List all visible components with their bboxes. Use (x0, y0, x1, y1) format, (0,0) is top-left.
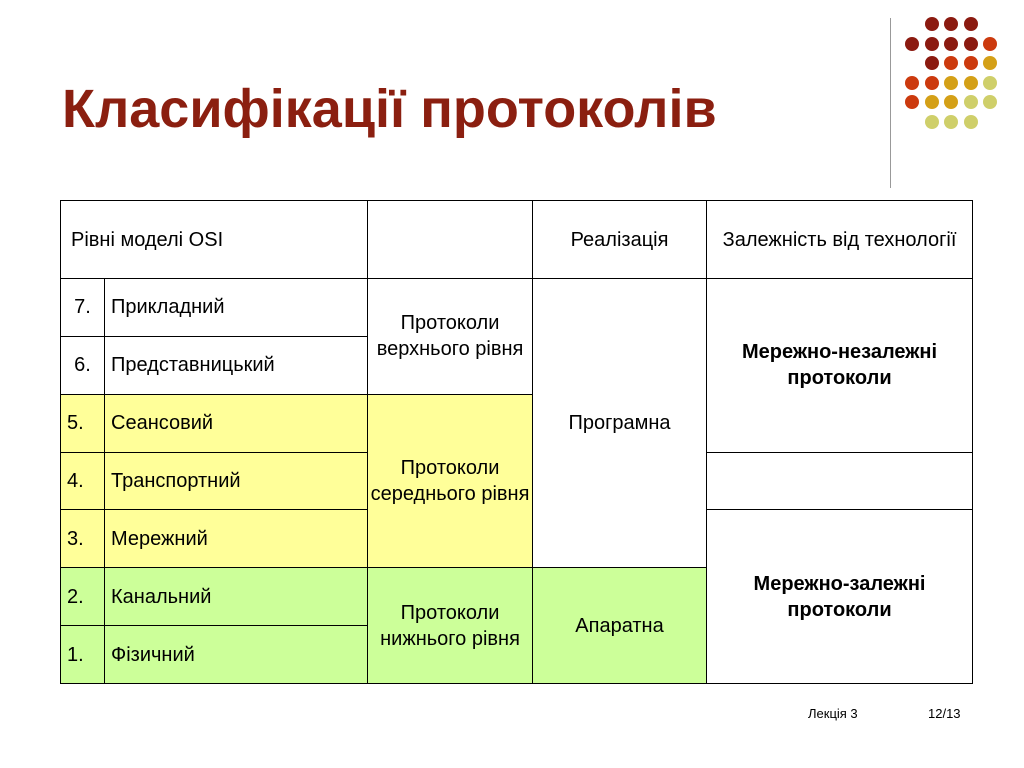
decorative-dot (944, 115, 958, 129)
decorative-dot (944, 95, 958, 109)
level-number: 4. (61, 452, 105, 510)
decorative-dot (964, 17, 978, 31)
decorative-dot (964, 37, 978, 51)
decorative-dot (944, 37, 958, 51)
decorative-dot (905, 76, 919, 90)
header-dependence: Залежність від технології (707, 201, 973, 279)
decorative-dot (983, 95, 997, 109)
group-upper: Протоколи верхнього рівня (368, 279, 533, 395)
osi-classification-table (60, 200, 973, 684)
slide-title: Класифікації протоколів (62, 79, 717, 139)
decorative-dot (925, 76, 939, 90)
realization-hardware: Апаратна (533, 568, 707, 684)
table-header-row (61, 201, 973, 279)
decorative-dot (944, 56, 958, 70)
decorative-dot (983, 76, 997, 90)
decorative-dot (944, 17, 958, 31)
decorative-dot (944, 76, 958, 90)
header-osi-levels: Рівні моделі OSI (61, 201, 368, 279)
level-name: Прикладний (105, 279, 368, 337)
decorative-dot (925, 56, 939, 70)
decorative-dot (925, 95, 939, 109)
level-number: 5. (61, 394, 105, 452)
dependence-empty (707, 452, 973, 510)
decorative-dot (925, 115, 939, 129)
realization-software: Програмна (533, 279, 707, 568)
footer-lecture: Лекція 3 (808, 706, 858, 721)
level-number: 1. (61, 626, 105, 684)
footer-page-number: 12/13 (928, 706, 961, 721)
decorative-dot (905, 95, 919, 109)
decorative-dot (905, 37, 919, 51)
decorative-dot (983, 56, 997, 70)
level-number: 2. (61, 568, 105, 626)
decorative-dot (983, 37, 997, 51)
table-row (61, 279, 973, 337)
decorative-dot (964, 95, 978, 109)
dependence-dependent: Мережно-залежні протоколи (707, 510, 973, 684)
dependence-independent: Мережно-незалежні протоколи (707, 279, 973, 453)
group-lower: Протоколи нижнього рівня (368, 568, 533, 684)
decorative-divider (890, 18, 891, 188)
level-name: Сеансовий (105, 394, 368, 452)
level-name: Мережний (105, 510, 368, 568)
header-group (368, 201, 533, 279)
decorative-dot (925, 37, 939, 51)
decorative-dot (964, 76, 978, 90)
level-name: Транспортний (105, 452, 368, 510)
decorative-dot (964, 115, 978, 129)
level-number: 7. (61, 279, 105, 337)
level-name: Представницький (105, 336, 368, 394)
header-realization: Реалізація (533, 201, 707, 279)
group-middle: Протоколи середнього рівня (368, 394, 533, 568)
level-name: Канальний (105, 568, 368, 626)
level-number: 3. (61, 510, 105, 568)
level-number: 6. (61, 336, 105, 394)
decorative-dot (964, 56, 978, 70)
decorative-dot (925, 17, 939, 31)
level-name: Фізичний (105, 626, 368, 684)
